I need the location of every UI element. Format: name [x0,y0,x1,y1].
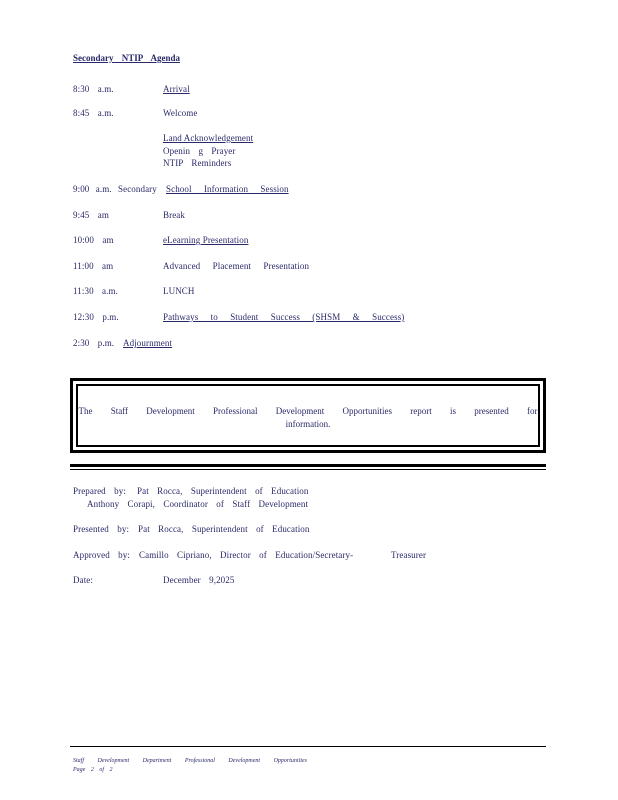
agenda-time: 10:00 am [73,235,114,245]
footer-page: Page 2 of 2 [73,767,113,773]
agenda-time: 11:30 a.m. [73,286,118,296]
agenda-item: Arrival [163,84,190,94]
date-value: December 9,2025 [163,575,235,585]
agenda-time: 8:45 a.m. [73,108,114,118]
agenda-item: Openin g Prayer [163,146,236,156]
agenda-item: Break [163,210,185,220]
agenda-time: 12:30 p.m. [73,312,119,322]
agenda-time: 8:30 a.m. [73,84,114,94]
agenda-time: 2:30 p.m. [73,338,115,348]
footer-rule [70,746,546,747]
agenda-time: 11:00 am [73,261,114,271]
date-label: Date: [73,575,93,585]
footer-title: Staff Development Department Professional Development Opportunities [73,758,307,764]
divider-thick [70,464,546,467]
approved-by-cont: Treasurer [391,550,427,560]
agenda-time: 9:45 am [73,210,109,220]
agenda-item: School Information Session [166,184,289,194]
presented-label: Presented by: [73,524,130,534]
prepared-line-2: Anthony Corapi, Coordinator of Staff Development [87,499,309,509]
agenda-time: 9:00 a.m. Secondary [73,184,157,194]
approved-by: Camillo Cipriano, Director of Education/Secretary- [139,550,354,560]
notice-text: The Staff Development Professional Development Opportunities report is presented for information. [78,406,538,429]
agenda-item: Advanced Placement Presentation [163,261,310,271]
agenda-item: Welcome [163,108,198,118]
approved-label: Approved by: [73,550,130,560]
agenda-item: Pathways to Student Success (SHSM & Success) [163,312,405,322]
agenda-item: Adjournment [123,338,173,348]
prepared-line-1: Pat Rocca, Superintendent of Education [137,486,309,496]
agenda-item: LUNCH [163,286,195,296]
prepared-label: Prepared by: [73,486,126,496]
presented-by: Pat Rocca, Superintendent of Education [138,524,310,534]
agenda-title: Secondary NTIP Agenda [73,53,181,63]
agenda-item: NTIP Reminders [163,158,232,168]
agenda-item: eLearning Presentation [163,235,249,245]
divider-thin [70,469,546,470]
notice-box [70,378,546,453]
agenda-item: Land Acknowledgement [163,133,254,143]
